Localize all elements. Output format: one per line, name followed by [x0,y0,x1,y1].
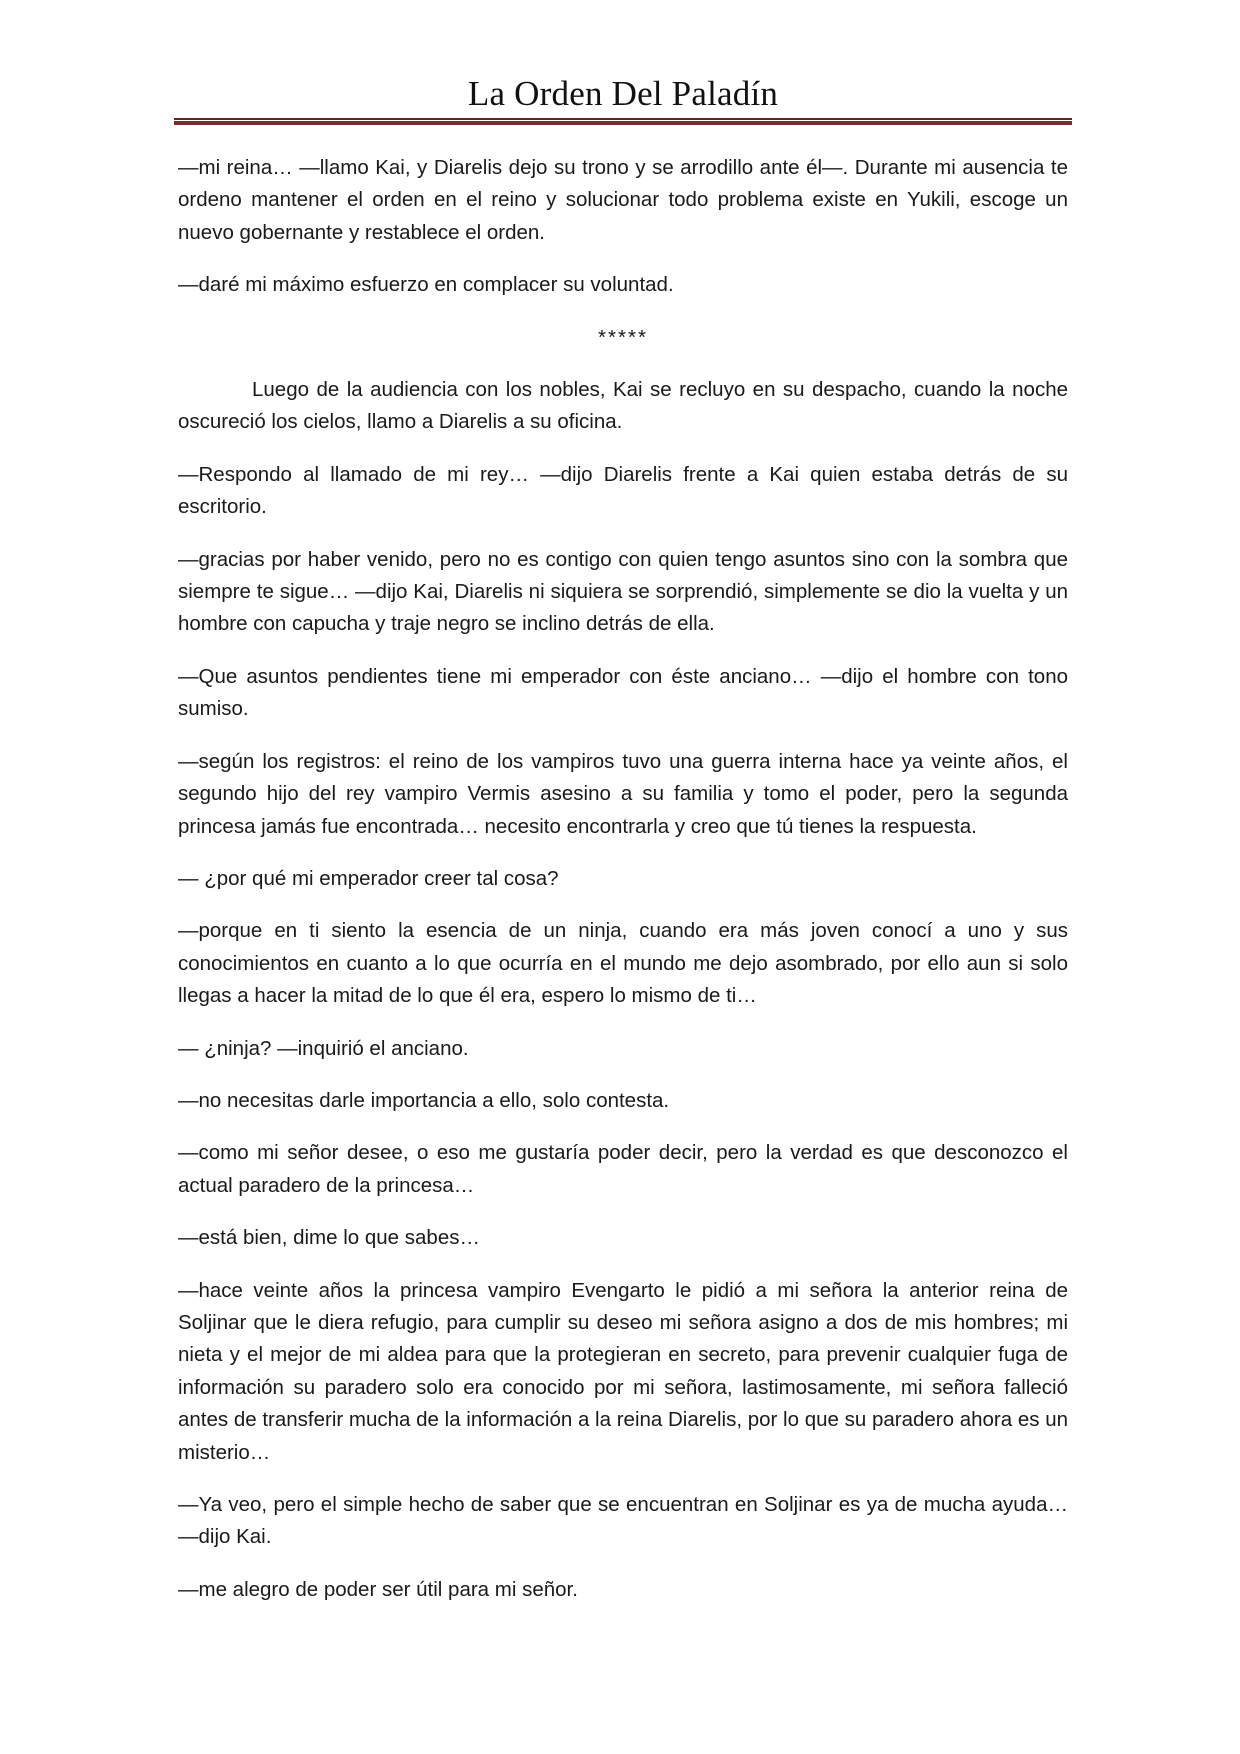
paragraph: —Respondo al llamado de mi rey… —dijo Diarelis frente a Kai quien estaba detrás de su escritorio. [178,462,1068,519]
paragraph: —daré mi máximo esfuerzo en complacer su voluntad. [178,273,674,297]
header-divider-thick-line [174,121,1072,125]
paragraph: —me alegro de poder ser útil para mi señor. [178,1577,578,1601]
paragraph: Luego de la audiencia con los nobles, Kai se recluyo en su despacho, cuando la noche oscureció los cielos, llamo a Diarelis a su oficina. [178,378,1068,434]
paragraph: —está bien, dime lo que sabes… [178,1226,480,1250]
header-divider [174,118,1072,125]
paragraph: —según los registros: el reino de los vampiros tuvo una guerra interna hace ya veinte años, el segundo hijo del rey vampiro Vermis asesino a su familia y tomo el poder, pero la segunda princesa jamás fue encontrada… necesito encontrarla y creo que tú tienes la respuesta. [178,749,1068,838]
paragraph: —hace veinte años la princesa vampiro Evengarto le pidió a mi señora la anterior reina de Soljinar que le diera refugio, para cumplir su deseo mi señora asigno a dos de mis hombres; mi nieta y el mejor de mi aldea para que la protegieran en secreto, para prevenir cualquier fuga de información su paradero solo era conocido por mi señora, lastimosamente, mi señora falleció antes de transferir mucha de la información a la reina Diarelis, por lo que su paradero ahora es un misterio… [178,1278,1068,1464]
paragraph: —Que asuntos pendientes tiene mi emperador con éste anciano… —dijo el hombre con tono sumiso. [178,664,1068,721]
paragraph: —mi reina… —llamo Kai, y Diarelis dejo su trono y se arrodillo ante él—. Durante mi ausencia te ordeno mantener el orden en el reino y solucionar todo problema existe en Yukili, escoge un nuevo gobernante y restablece el orden. [178,156,1068,244]
paragraph: —como mi señor desee, o eso me gustaría poder decir, pero la verdad es que desconozco el actual paradero de la princesa… [178,1141,1068,1197]
paragraph: —gracias por haber venido, pero no es contigo con quien tengo asuntos sino con la sombra que siempre te sigue… —dijo Kai, Diarelis ni siquiera se sorprendió, simplemente se dio la vuelta y un hombre con capucha y traje negro se inclino detrás de ella. [178,547,1068,636]
chapter-text [178,152,1068,1626]
paragraph: — ¿por qué mi emperador creer tal cosa? [178,866,559,890]
header-divider-thin-line [174,118,1072,120]
paragraph: —no necesitas darle importancia a ello, solo contesta. [178,1088,670,1112]
paragraph: — ¿ninja? —inquirió el anciano. [178,1036,469,1060]
paragraph: —porque en ti siento la esencia de un ninja, cuando era más joven conocí a uno y sus conocimientos en cuanto a lo que ocurría en el mundo me dejo asombrado, por ello aun si solo llegas a hacer la mitad de lo que él era, espero lo mismo de ti… [178,919,1068,1008]
scene-separator: ***** [598,325,648,349]
page-header [174,70,1072,118]
book-title: La Orden Del Paladín [467,74,779,113]
paragraph: —Ya veo, pero el simple hecho de saber que se encuentran en Soljinar es ya de mucha ayuda… —dijo Kai. [178,1493,1068,1549]
